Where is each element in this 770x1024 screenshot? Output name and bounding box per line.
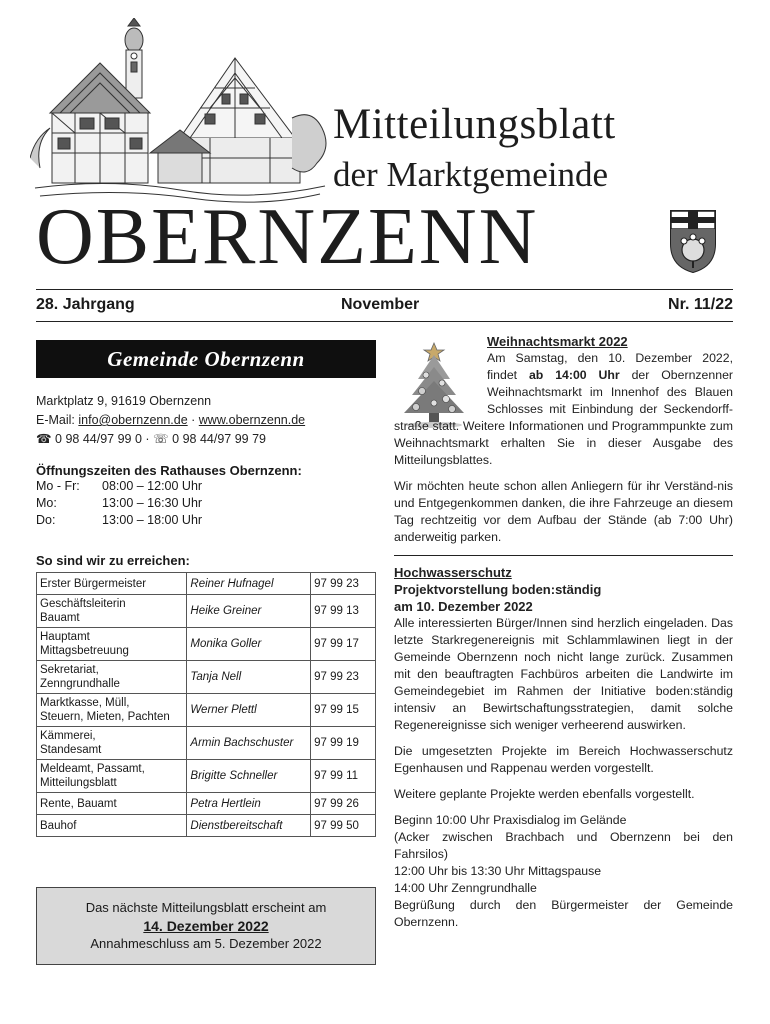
hochwasser-paragraph1: Alle interessierten Bürger/Innen sind herzlich eingeladen. Das letzte Starkregenereignis mit Schlammlawinen liegt in der Gemeinde Obernzenn noch nicht lange zurück. Zusammen mit den beauftragten Fachbüros arbeiten die Landwirte im Gemeindegebiet im Rahmen der Initiative boden:ständig intensiv an Bewirtschaftungsstrategien, damit solche Regenereignisse sich weniger verheerend auswirken. xyxy=(394,616,733,732)
hours-day: Do: xyxy=(36,513,56,527)
contact-row xyxy=(37,727,376,760)
masthead-rule xyxy=(36,289,733,290)
notice-date: 14. Dezember 2022 xyxy=(143,918,269,934)
schedule-line: Begrüßung durch den Bürgermeister der Gemeinde Obernzenn. xyxy=(394,898,733,929)
spacer xyxy=(394,777,733,786)
contact-row xyxy=(37,760,376,793)
contact-address-block xyxy=(36,392,376,449)
hochwasser-subheading1: Projektvorstellung boden:ständig xyxy=(394,582,602,597)
right-column xyxy=(394,333,733,931)
contacts-table xyxy=(36,572,376,837)
contact-name: Reiner Hufnagel xyxy=(187,573,311,595)
masthead-title-line2: der Marktgemeinde xyxy=(333,155,609,194)
contact-phone: 97 99 19 xyxy=(311,727,376,760)
email-label: E-Mail: xyxy=(36,413,79,427)
hochwasser-subheading2: am 10. Dezember 2022 xyxy=(394,599,533,614)
contact-row xyxy=(37,694,376,727)
coat-of-arms-icon xyxy=(668,208,718,274)
hours-row xyxy=(36,512,376,529)
spacer xyxy=(394,469,733,478)
weihnachtsmarkt-heading: Weihnachtsmarkt 2022 xyxy=(487,334,628,349)
contact-row xyxy=(37,815,376,837)
contact-department: Marktkasse, Müll, Steuern, Mieten, Pachten xyxy=(37,694,187,727)
contact-department: Hauptamt Mittagsbetreuung xyxy=(37,628,187,661)
contact-name: Heike Greiner xyxy=(187,595,311,628)
contact-row xyxy=(37,573,376,595)
hochwasser-schedule xyxy=(394,812,733,931)
contact-name: Brigitte Schneller xyxy=(187,760,311,793)
hochwasser-heading: Hochwasserschutz xyxy=(394,565,512,580)
email-link[interactable]: info@obernzenn.de xyxy=(78,413,188,427)
weihnachtsmarkt-p1-b: der Obernzenner Weihnachtsmarkt im Innenhof des Blauen Schlosses mit Einbindung der Seckendorff-straße statt. Weitere Informationen und Programmpunkte zum Weihnachtsmarkt erhalten Sie in dieser Ausgabe des Mitteilungsblattes. xyxy=(394,368,734,467)
section-banner: Gemeinde Obernzenn xyxy=(36,340,376,378)
contact-department: Bauhof xyxy=(37,815,187,837)
email-line xyxy=(36,411,376,430)
contact-department: Sekretariat, Zenngrundhalle xyxy=(37,661,187,694)
separator: · xyxy=(187,413,199,427)
hours-day: Mo - Fr: xyxy=(36,479,80,493)
contact-row xyxy=(37,793,376,815)
contact-name: Monika Goller xyxy=(187,628,311,661)
contact-name: Werner Plettl xyxy=(187,694,311,727)
contact-name: Dienstbereitschaft xyxy=(187,815,311,837)
contact-row xyxy=(37,595,376,628)
address-line: Marktplatz 9, 91619 Obernzenn xyxy=(36,394,212,408)
issue-number: Nr. 11/22 xyxy=(668,296,733,313)
weihnachtsmarkt-p1-a: Am Samstag, den 10. Dezember 2022, findet xyxy=(487,351,733,382)
contact-department: Meldeamt, Passamt, Mitteilungsblatt xyxy=(37,760,187,793)
phone-fax-line: ☎ 0 98 44/97 99 0 · ☏ 0 98 44/97 99 79 xyxy=(36,432,266,446)
opening-hours-list xyxy=(36,478,376,529)
contact-name: Petra Hertlein xyxy=(187,793,311,815)
next-issue-notice xyxy=(36,887,376,965)
issue-month: November xyxy=(341,296,420,313)
contact-department: Geschäftsleiterin Bauamt xyxy=(37,595,187,628)
schedule-line: 14:00 Uhr Zenngrundhalle xyxy=(394,881,537,895)
weihnachtsmarkt-p1-bold: ab 14:00 Uhr xyxy=(528,368,620,382)
masthead-town-name: OBERNZENN xyxy=(36,193,539,281)
hours-time: 13:00 – 16:30 Uhr xyxy=(102,496,203,510)
schedule-line: (Acker zwischen Brachbach und Obernzenn bei den Fahrsilos) xyxy=(394,830,733,861)
contacts-heading: So sind wir zu erreichen: xyxy=(36,553,190,568)
contact-phone: 97 99 17 xyxy=(311,628,376,661)
hochwasser-paragraph2: Die umgesetzten Projekte im Bereich Hochwasserschutz Egenhausen und Rappenau werden vorgestellt. xyxy=(394,744,733,775)
contact-phone: 97 99 50 xyxy=(311,815,376,837)
schedule-line: 12:00 Uhr bis 13:30 Uhr Mittagspause xyxy=(394,864,602,878)
notice-deadline: Annahmeschluss am 5. Dezember 2022 xyxy=(90,936,322,951)
contact-row xyxy=(37,661,376,694)
opening-hours-heading: Öffnungszeiten des Rathauses Obernzenn: xyxy=(36,463,302,478)
hours-time: 13:00 – 18:00 Uhr xyxy=(102,513,203,527)
contact-phone: 97 99 23 xyxy=(311,573,376,595)
hours-time: 08:00 – 12:00 Uhr xyxy=(102,479,203,493)
contact-name: Tanja Nell xyxy=(187,661,311,694)
contact-name: Armin Bachschuster xyxy=(187,727,311,760)
weihnachtsmarkt-paragraph1 xyxy=(394,350,733,469)
contact-phone: 97 99 11 xyxy=(311,760,376,793)
masthead-title-line1: Mitteilungsblatt xyxy=(333,101,616,148)
spacer xyxy=(394,734,733,743)
hochwasser-paragraph3: Weitere geplante Projekte werden ebenfalls vorgestellt. xyxy=(394,787,695,801)
contact-phone: 97 99 15 xyxy=(311,694,376,727)
schedule-line: Beginn 10:00 Uhr Praxisdialog im Gelände xyxy=(394,813,627,827)
contact-row xyxy=(37,628,376,661)
contact-department: Erster Bürgermeister xyxy=(37,573,187,595)
issue-info-row xyxy=(36,296,733,318)
contact-department: Kämmerei, Standesamt xyxy=(37,727,187,760)
hours-row xyxy=(36,495,376,512)
issue-volume: 28. Jahrgang xyxy=(36,296,135,313)
contact-phone: 97 99 13 xyxy=(311,595,376,628)
hours-row xyxy=(36,478,376,495)
hours-day: Mo: xyxy=(36,496,57,510)
website-link[interactable]: www.obernzenn.de xyxy=(198,413,306,427)
tree-float-spacer xyxy=(394,350,487,418)
left-column xyxy=(36,340,376,837)
contact-phone: 97 99 26 xyxy=(311,793,376,815)
masthead xyxy=(0,0,770,295)
spacer xyxy=(394,803,733,812)
issue-rule xyxy=(36,321,733,322)
contact-phone: 97 99 23 xyxy=(311,661,376,694)
weihnachtsmarkt-paragraph2: Wir möchten heute schon allen Anliegern für ihr Verständ-nis und Entgegenkommen danken, die ihre Fahrzeuge an diesem Tag rechtzeitig vor dem Aufbau der Stände (ab 7:00 Uhr) anderweitig parken. xyxy=(394,479,733,544)
section-divider xyxy=(394,555,733,556)
town-sketch-illustration xyxy=(30,18,330,203)
contact-department: Rente, Bauamt xyxy=(37,793,187,815)
notice-line1: Das nächste Mitteilungsblatt erscheint am xyxy=(85,900,327,915)
